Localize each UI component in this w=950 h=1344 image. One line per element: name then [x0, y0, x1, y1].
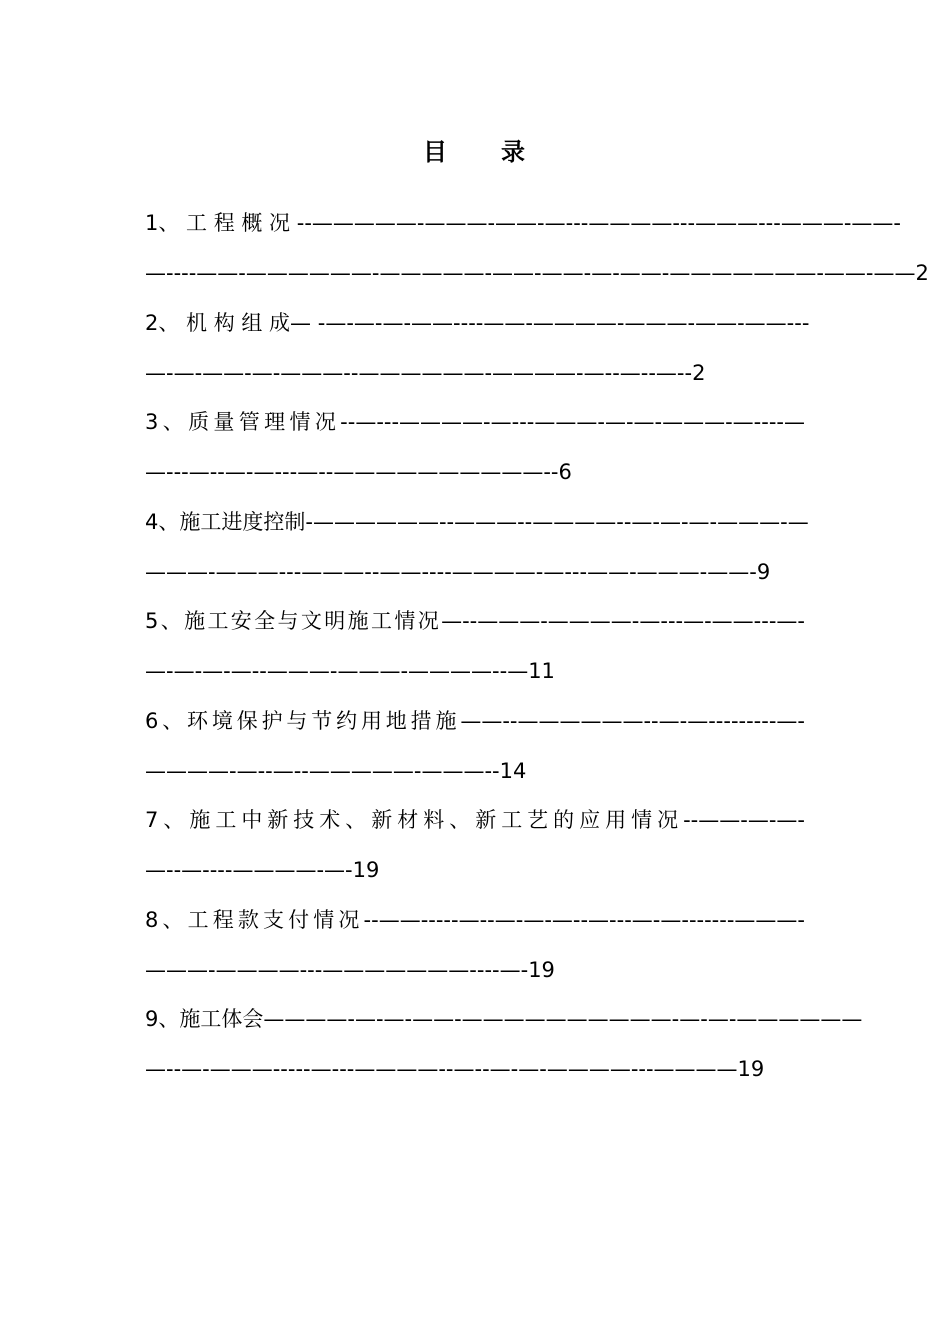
toc-entry-line: ————-—--—--—————-———--14	[145, 758, 527, 783]
toc-entry-2	[145, 300, 810, 400]
toc-entry-1	[145, 200, 929, 300]
toc-entry-line: 1、 工 程 概 况 --—————-———-——-—---————---———---———-——-	[145, 211, 901, 235]
toc-entry-line: 4、施工进度控制-——————--———--————--—-—-—-———-—	[145, 509, 809, 534]
toc-entry-line: 5、施工安全与文明施工情况—--———-————-—---—-——---—-	[145, 609, 805, 633]
toc-entry-line: —-—-——-—-———--——————-————-—--—--—--2	[145, 360, 706, 385]
toc-entry-6	[145, 698, 805, 798]
page-title: 目 录	[423, 138, 527, 166]
toc-entry-4	[145, 499, 809, 599]
toc-entry-line: 3、质量管理情况--—---————-—---———-—-—-———-—----—	[145, 410, 805, 434]
toc-entry-line: —-—-—-—--———-———-————--—11	[145, 659, 555, 683]
toc-entry-line: —---—--—-—---—--——————————--6	[145, 460, 572, 484]
toc-entry-line: 2、 机 构 组 成— -—-—-—-——----——-————-———-——-——---	[145, 310, 810, 335]
toc-entry-9	[145, 996, 863, 1096]
toc-entry-line: ———-————---———————----—-19	[145, 957, 555, 982]
toc-entry-line: 6、环境保护与节约用地措施——--——————--—-—---------—-	[145, 708, 805, 733]
toc-entry-7	[145, 797, 805, 897]
toc-entry-line: —--—-———-----—---————--—--—-—-————---————19	[145, 1057, 765, 1081]
table-of-contents	[145, 200, 929, 1096]
toc-entry-line: —----——-——————-—————-——-——-—-——-———————-——-——2	[145, 261, 929, 285]
toc-entry-8	[145, 897, 805, 997]
toc-entry-3	[145, 399, 805, 499]
toc-entry-5	[145, 598, 805, 698]
toc-entry-line: 9、施工体会————-—-—-——-——————————-—-—-——————	[145, 1007, 863, 1031]
toc-entry-line: —--—----————-—-19	[145, 858, 380, 882]
toc-entry-line: 8、工程款支付情况--——-----—--—-—-—--—---—-—-------———-	[145, 907, 805, 932]
toc-entry-line: 7、施工中新技术、新材料、新工艺的应用情况--——-—-—-	[145, 808, 805, 832]
toc-entry-line: ———-———---———--——----————-—---——-———-——-9	[145, 559, 771, 584]
